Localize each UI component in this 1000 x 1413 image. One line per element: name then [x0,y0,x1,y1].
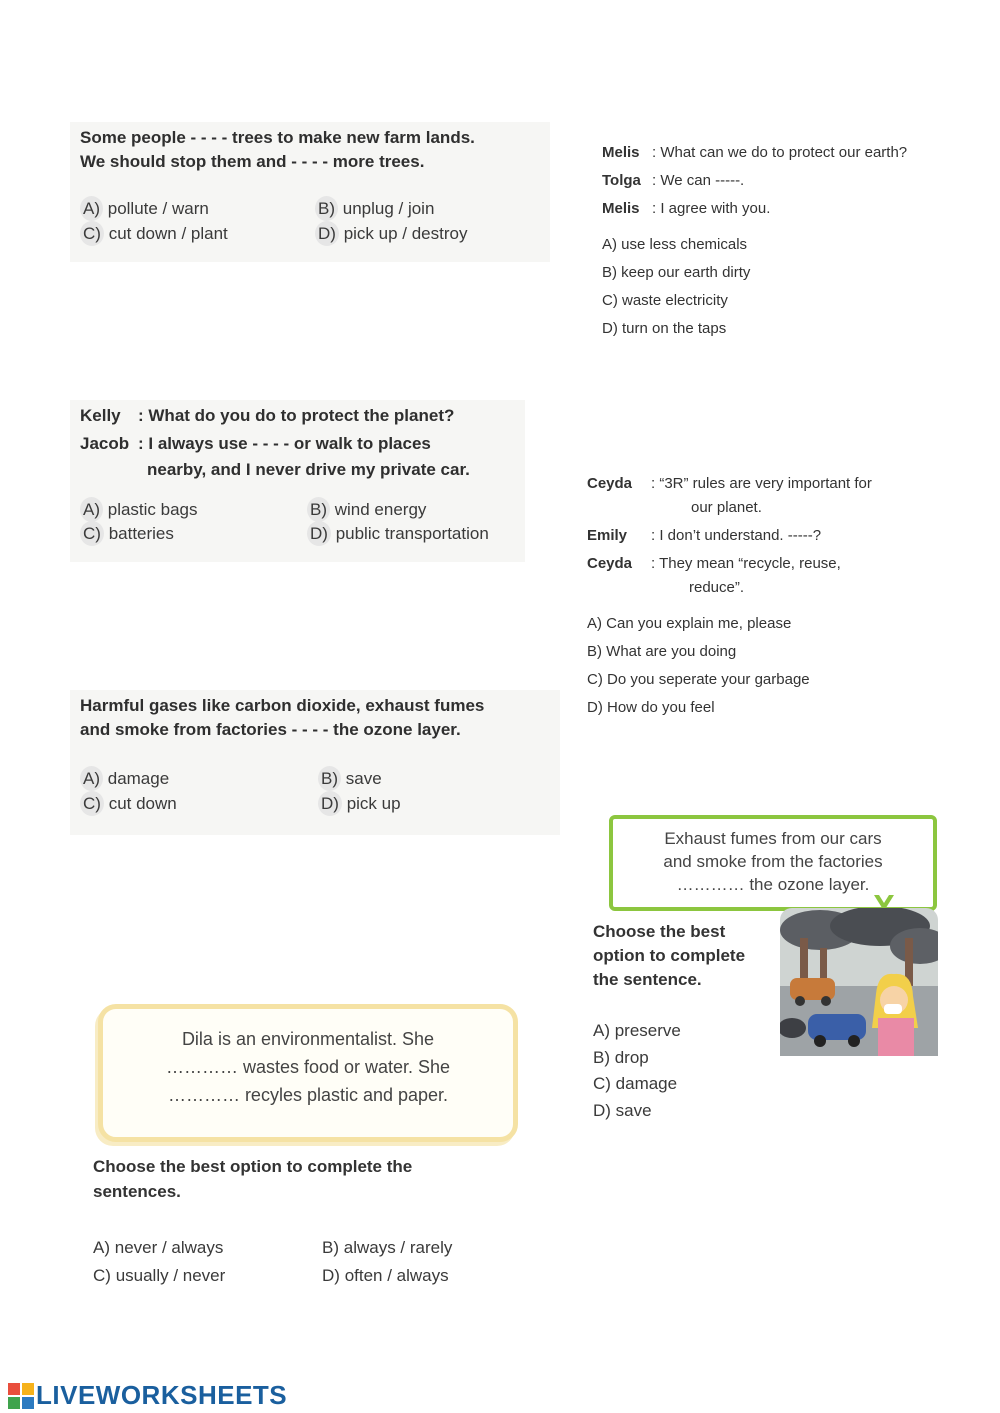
dialogue-line: Melis : I agree with you. [602,200,771,217]
q5-option-a[interactable]: A) damage [80,766,169,791]
q7-instruction: Choose the best option to complete the sentences. [93,1157,413,1201]
dialogue-line: Emily : I don’t understand. -----? [587,527,822,544]
q1-option-b[interactable]: B) unplug / join [315,196,434,221]
q2-option-b[interactable]: B) keep our earth dirty [602,264,751,281]
q6-option-b[interactable]: B) drop [593,1047,649,1067]
q7-option-a[interactable]: A) never / always [93,1238,224,1257]
dialogue-line: reduce”. [689,579,745,596]
question-3-text: Kelly : What do you do to protect the planet? Jacob : I always use - - - - or walk to places nearby, and I never drive my private car. [80,406,470,479]
question-5-text: Harmful gases like carbon dioxide, exhaust fumes and smoke from factories - - - - the ozone layer. [80,696,485,739]
liveworksheets-logo[interactable] [8,1380,287,1411]
q3-option-d[interactable]: D) public transportation [307,521,489,546]
q6-option-c[interactable]: C) damage [593,1074,678,1093]
q7-option-d[interactable]: D) often / always [322,1266,449,1285]
q7-option-c[interactable]: C) usually / never [93,1266,226,1285]
q7-option-b[interactable]: B) always / rarely [322,1238,453,1257]
speech-bubble: Exhaust fumes from our cars and smoke from the factories ………… the ozone layer. [609,815,937,911]
question-4 [587,470,927,722]
q5-option-d[interactable]: D) pick up [318,791,401,816]
question-1-text: Some people - - - - trees to make new farm lands. We should stop them and - - - - more trees. [80,128,475,171]
q2-option-d[interactable]: D) turn on the taps [602,320,727,337]
q4-option-a[interactable]: A) Can you explain me, please [587,615,792,632]
q5-option-b[interactable]: B) save [318,766,382,791]
q4-option-c[interactable]: C) Do you seperate your garbage [587,671,810,688]
question-7-box: Dila is an environmentalist. She ………… wastes food or water. She ………… recyles plastic and paper. [98,1004,518,1142]
question-2 [602,139,962,343]
dialogue-line: our planet. [691,499,762,516]
q3-option-c[interactable]: C) batteries [80,521,174,546]
pollution-illustration [780,908,938,1056]
q4-option-b[interactable]: B) What are you doing [587,643,737,660]
q1-option-d[interactable]: D) pick up / destroy [315,221,467,246]
q6-option-d[interactable]: D) save [593,1100,652,1120]
q3-option-a[interactable]: A) plastic bags [80,497,198,522]
q6-option-a[interactable]: A) preserve [593,1021,681,1040]
q3-option-b[interactable]: B) wind energy [307,497,426,522]
q2-option-c[interactable]: C) waste electricity [602,292,728,309]
question-6-options [593,1018,681,1124]
dialogue-line: Melis : What can we do to protect our earth? [602,144,908,161]
q6-instruction: Choose the best option to complete the sentence. [593,922,746,989]
q1-option-c[interactable]: C) cut down / plant [80,221,228,246]
dialogue-line: Tolga : We can -----. [602,172,745,189]
logo-icon [8,1383,34,1409]
logo-text: LIVEWORKSHEETS [36,1380,288,1410]
dialogue-line: Ceyda : “3R” rules are very important for [587,475,872,492]
dialogue-line: Ceyda : They mean “recycle, reuse, [587,555,841,572]
q5-option-c[interactable]: C) cut down [80,791,177,816]
q4-option-d[interactable]: D) How do you feel [587,699,715,716]
q1-option-a[interactable]: A) pollute / warn [80,196,209,221]
q2-option-a[interactable]: A) use less chemicals [602,236,748,253]
